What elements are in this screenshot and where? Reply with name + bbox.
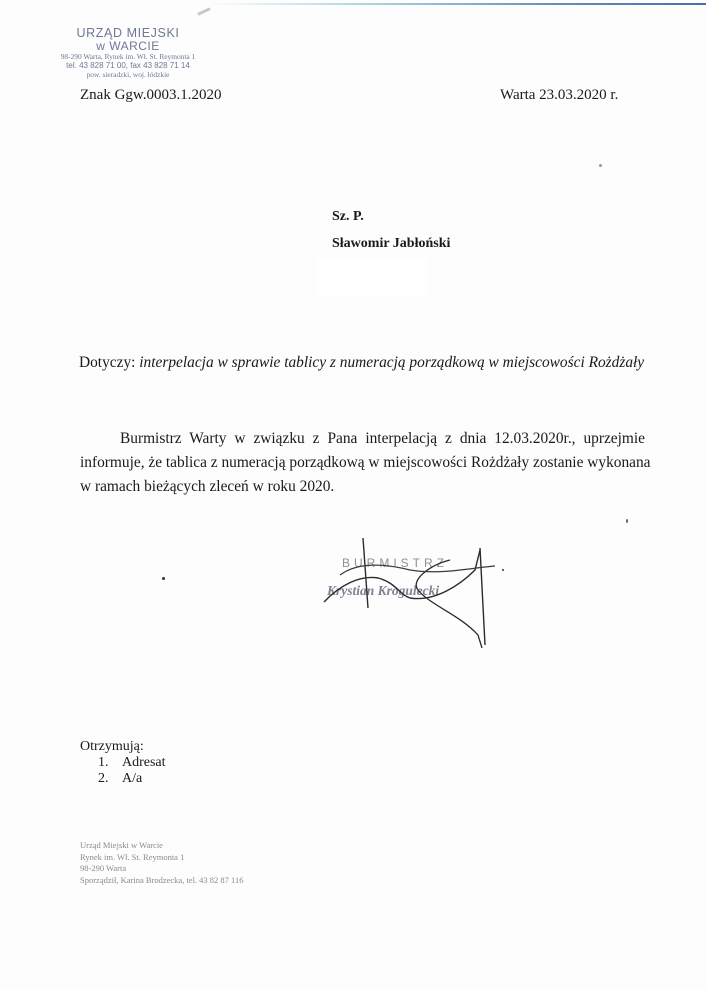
footer-line: Urząd Miejski w Warcie (80, 840, 163, 850)
scan-speck (162, 577, 165, 580)
stamp-phone: tel. 43 828 71 00, fax 43 828 71 14 (66, 61, 190, 70)
footer-line: 98-290 Warta (80, 863, 127, 873)
handwritten-signature (300, 530, 520, 660)
office-stamp (48, 27, 208, 79)
signature-stroke (480, 548, 485, 645)
footer-line: Sporządził, Karina Brodzecka, tel. 43 82 87 116 (80, 874, 244, 885)
scan-edge-artifact (210, 3, 706, 5)
distribution-item: 2. A/a (112, 771, 166, 787)
recipient-salutation: Sz. P. (332, 209, 364, 224)
distribution-item: 1. Adresat (112, 755, 166, 771)
signature-stroke (363, 538, 368, 608)
scan-smudge-artifact (197, 7, 211, 16)
body-line: informuje, że tablica z numeracją porządkową w miejscowości Rożdżały zostanie wykonana (80, 454, 651, 471)
reference-number: Znak Ggw.0003.1.2020 (80, 87, 222, 103)
scan-speck (626, 519, 628, 523)
stamp-address: 98-290 Warta, Rynek im. Wł. St. Reymonta 1 (60, 52, 196, 61)
letter-body (80, 427, 651, 499)
body-line: w ramach bieżących zleceń w roku 2020. (80, 478, 335, 495)
subject-text: interpelacja w sprawie tablicy z numeracją porządkową w miejscowości Rożdżały (139, 354, 645, 371)
redacted-address (317, 258, 427, 296)
recipient-name: Sławomir Jabłoński (332, 236, 451, 251)
scan-speck (502, 569, 504, 571)
footer-office-info (80, 840, 244, 886)
subject-line (79, 354, 644, 372)
subject-label: Dotyczy: (79, 354, 136, 371)
body-line: Burmistrz Warty w związku z Pana interpelacją z dnia 12.03.2020r., uprzejmie (120, 430, 645, 447)
recipient-block (332, 203, 450, 257)
distribution-label: Otrzymują: (80, 739, 144, 754)
distribution-list (80, 739, 166, 787)
signature-stamp-title: BURMISTRZ (342, 556, 448, 570)
place-date: Warta 23.03.2020 r. (500, 87, 619, 103)
stamp-town: w WARCIE (96, 39, 160, 53)
stamp-office-name: URZĄD MIEJSKI (76, 26, 180, 40)
stamp-region: pow. sieradzki, woj. łódzkie (86, 70, 170, 79)
signature-stamp-name: Krystian Krogulecki (327, 583, 440, 598)
scan-speck (599, 164, 602, 167)
signature-stroke (324, 550, 480, 602)
footer-line: Rynek im. Wł. St. Reymonta 1 (80, 851, 185, 862)
